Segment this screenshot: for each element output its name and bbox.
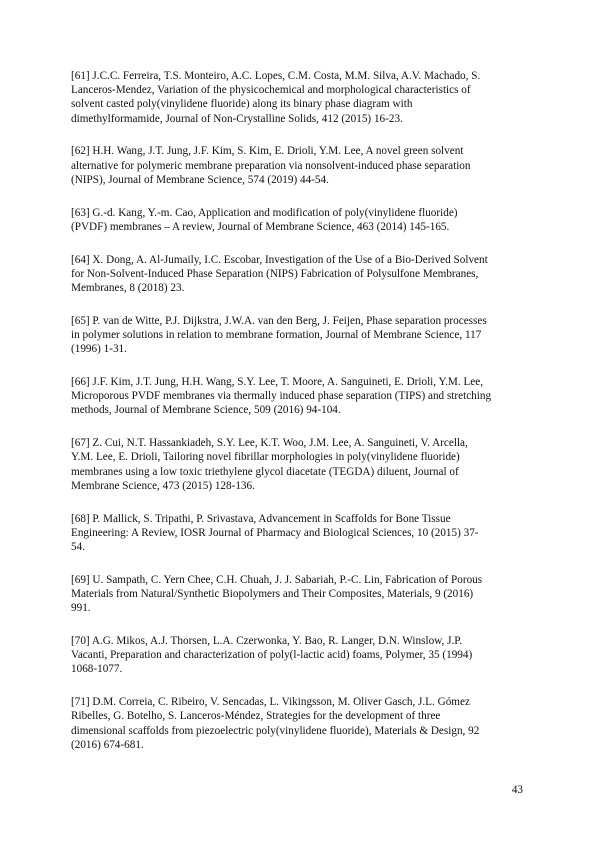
reference-entry: [68] P. Mallick, S. Tripathi, P. Srivastava, Advancement in Scaffolds for Bone Tissue Engineering: A Review, IOSR Journal of Pharmacy and Biological Sciences, 10 (2015) 37- 54.	[71, 512, 479, 554]
reference-entry: [64] X. Dong, A. Al-Jumaily, I.C. Escobar, Investigation of the Use of a Bio-Derived Solvent for Non-Solvent-Induced Phase Separation (NIPS) Fabrication of Polysulfone Membranes, Membranes, 8 (2018) 23.	[71, 253, 488, 295]
reference-list	[71, 69, 527, 771]
reference-entry: [66] J.F. Kim, J.T. Jung, H.H. Wang, S.Y. Lee, T. Moore, A. Sanguineti, E. Drioli, Y.M. Lee, Microporous PVDF membranes via thermally induced phase separation (TIPS) and stretching methods, Journal of Membrane Science, 509 (2016) 94-104.	[71, 376, 492, 417]
reference-entry: [69] U. Sampath, C. Yern Chee, C.H. Chuah, J. J. Sabariah, P.-C. Lin, Fabrication of Porous Materials from Natural/Synthetic Biopolymers and Their Composites, Materials, 9 (2016) 991.	[71, 573, 483, 615]
reference-entry: [62] H.H. Wang, J.T. Jung, J.F. Kim, S. Kim, E. Drioli, Y.M. Lee, A novel green solvent alternative for polymeric membrane preparation via nonsolvent-induced phase separation (NIPS), Journal of Membrane Science, 574 (2019) 44-54.	[71, 145, 471, 186]
reference-entry: [67] Z. Cui, N.T. Hassankiadeh, S.Y. Lee, K.T. Woo, J.M. Lee, A. Sanguineti, V. Arcella, Y.M. Lee, E. Drioli, Tailoring novel fibrillar morphologies in poly(vinylidene fluoride) membranes using a low toxic triethylene glycol diacetate (TEGDA) diluent, Journal of Membrane Science, 473 (2015) 128-136.	[71, 437, 468, 492]
reference-entry: [65] P. van de Witte, P.J. Dijkstra, J.W.A. van den Berg, J. Feijen, Phase separation processes in polymer solutions in relation to membrane formation, Journal of Membrane Science, 117 (1996) 1-31.	[71, 314, 487, 356]
reference-entry: [63] G.-d. Kang, Y.-m. Cao, Application and modification of poly(vinylidene fluoride) (PVDF) membranes – A review, Journal of Membrane Science, 463 (2014) 145-165.	[71, 206, 458, 233]
reference-entry: [71] D.M. Correia, C. Ribeiro, V. Sencadas, L. Vikingsson, M. Oliver Gasch, J.L. Gómez Ribelles, G. Botelho, S. Lanceros-Méndez, Strategies for the development of three dimensional scaffolds from piezoelectric poly(vinylidene fluoride), Materials & Design, 92 (2016) 674-681.	[71, 696, 480, 751]
reference-entry: [61] J.C.C. Ferreira, T.S. Monteiro, A.C. Lopes, C.M. Costa, M.M. Silva, A.V. Machado, S. Lanceros-Mendez, Variation of the physicochemical and morphological characteristics of solvent casted poly(vinylidene fluoride) along its binary phase diagram with dimethylformamide, Journal of Non-Crystalline Solids, 412 (2015) 16-23.	[71, 70, 481, 125]
reference-entry: [70] A.G. Mikos, A.J. Thorsen, L.A. Czerwonka, Y. Bao, R. Langer, D.N. Winslow, J.P. Vacanti, Preparation and characterization of poly(l-lactic acid) foams, Polymer, 35 (1994) 1068-1077.	[71, 635, 473, 676]
page-number: 43	[511, 784, 523, 796]
